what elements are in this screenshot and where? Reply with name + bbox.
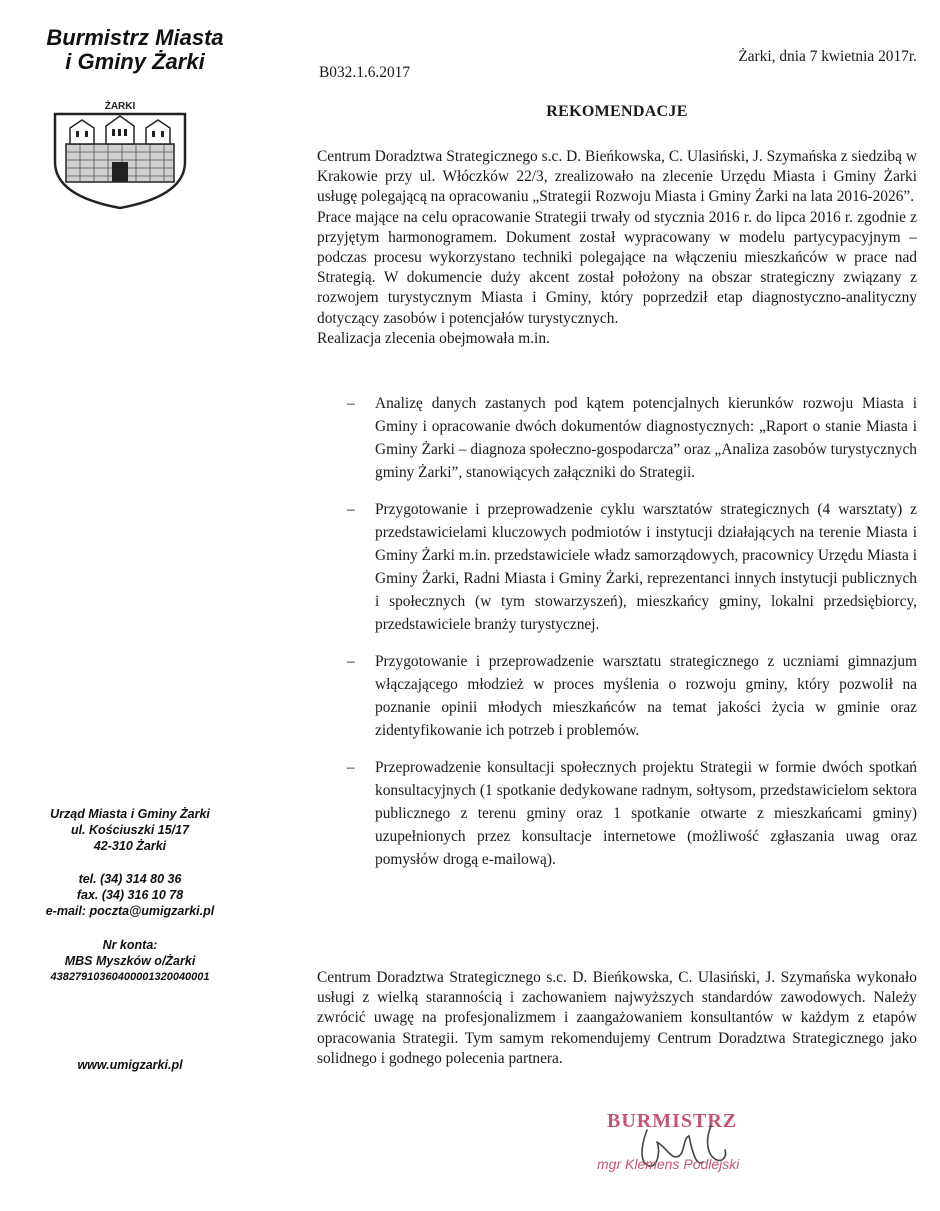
stamp-title: BURMISTRZ — [607, 1110, 738, 1132]
stamp-name: mgr Klemens Podlejski — [597, 1156, 740, 1172]
account-label: Nr konta: — [102, 938, 158, 952]
bullet-dash: – — [347, 501, 355, 518]
office-postal: 42-310 Żarki — [93, 839, 167, 853]
office-website — [10, 1057, 250, 1073]
office-name: Urząd Miasta i Gminy Żarki — [50, 807, 210, 821]
letterhead-sidebar — [0, 0, 270, 1211]
place-and-date: Żarki, dnia 7 kwietnia 2017r. — [738, 48, 917, 65]
website-text: www.umigzarki.pl — [77, 1058, 183, 1072]
paragraph-3: Realizacja zlecenia obejmowała m.in. — [317, 329, 550, 347]
authority-line-2: i Gminy Żarki — [65, 49, 205, 74]
bullet-dash: – — [347, 759, 355, 776]
office-fax: fax. (34) 316 10 78 — [76, 888, 184, 902]
list-item-text: Przygotowanie i przeprowadzenie warsztatu strategicznego z uczniami gimnazjum włączającego młodzież w proces myślenia o rozwoju gminy, który pozwolił na poznanie opinii młodych mieszkańców na temat jakości życia w gminie oraz zidentyfikowanie ich potrzeb i problemów. — [375, 653, 917, 739]
list-item — [347, 756, 917, 871]
office-street: ul. Kościuszki 15/17 — [70, 823, 190, 837]
document-title: REKOMENDACJE — [546, 103, 688, 120]
scope-list — [347, 392, 917, 885]
office-address — [10, 806, 250, 854]
list-item — [347, 650, 917, 742]
bank-name: MBS Myszków o/Żarki — [64, 954, 196, 968]
bullet-dash: – — [347, 653, 355, 670]
bullet-dash: – — [347, 395, 355, 412]
letter-body — [317, 0, 917, 1211]
paragraph-1: Centrum Doradztwa Strategicznego s.c. D. Bieńkowska, C. Ulasiński, J. Szymańska z siedzibą w Krakowie przy ul. Włóczków 22/3, zrealizowało na zlecenie Urzędu Miasta i Gminy Żarki usługę polegającą na opracowaniu „Strategii Rozwoju Miasta i Gminy Żarki na lata 2016-2026”. — [317, 148, 917, 206]
list-item-text: Przeprowadzenie konsultacji społecznych projektu Strategii w formie dwóch spotkań konsultacyjnych (1 spotkanie dedykowane radnym, sołtysom, przedstawicielom sektora publicznego z terenu gminy oraz 1 spotkanie otwarte z mieszkańcami gminy) uzupełnionych przez konsultacje internetowe (możliwość zgłaszania uwag oraz pomysłów drogą e-mailową). — [375, 759, 917, 868]
town-coat-of-arms-icon — [50, 100, 190, 210]
list-item-text: Analizę danych zastanych pod kątem potencjalnych kierunków rozwoju Miasta i Gminy i opracowanie dwóch dokumentów diagnostycznych: „Raport o stanie Miasta i Gminy Żarki – diagnoza społeczno-gospodarcza” oraz „Analiza zasobów turystycznych gminy Żarki”, stanowiących załączniki do Strategii. — [375, 395, 917, 481]
paragraph-2: Prace mające na celu opracowanie Strategii trwały od stycznia 2016 r. do lipca 2016 r. zgodnie z przyjętym harmonogramem. Dokument został wypracowany w modelu partycypacyjnym – podczas procesu wykorzystano techniki polegające na włączeniu mieszkańców w prace nad Strategią. W dokumencie duży akcent został położony na obszar strategiczny związany z rozwojem turystycznym Miasta i Gminy, który poprzedził etap diagnostyczno-analityczny dotyczący zasobów i potencjałów turystycznych. — [317, 208, 917, 327]
closing-paragraph: Centrum Doradztwa Strategicznego s.c. D. Bieńkowska, C. Ulasiński, J. Szymańska wykonało usługi z wielką starannością i zachowaniem najwyższych standardów zawodowych. Należy zwrócić uwagę na profesjonalizmem i zaangażowaniem konsultantów w każdym z etapów opracowania Strategii. Tym samym rekomendujemy Centrum Doradztwa Strategicznego jako solidnego i godnego polecenia partnera. — [317, 969, 917, 1067]
account-number: 43827910360400001320040001 — [50, 971, 210, 983]
crest-label: ŻARKI — [104, 101, 136, 112]
office-phone: tel. (34) 314 80 36 — [78, 872, 182, 886]
authority-line-1: Burmistrz Miasta — [46, 25, 224, 50]
list-item — [347, 498, 917, 636]
list-item — [347, 392, 917, 484]
issuing-authority — [20, 26, 250, 74]
office-contact — [10, 871, 250, 919]
bank-details — [10, 937, 250, 985]
intro-paragraphs — [317, 147, 917, 349]
reference-number: B032.1.6.2017 — [319, 64, 411, 81]
signature-stamp — [597, 1098, 807, 1188]
list-item-text: Przygotowanie i przeprowadzenie cyklu warsztatów strategicznych (4 warsztaty) z przedstawicielami kluczowych podmiotów i instytucji działających na terenie Miasta i Gminy Żarki m.in. przedstawiciele władz samorządowych, pracownicy Urzędu Miasta i Gminy Żarki, Radni Miasta i Gminy Żarki, reprezentanci innych instytucji publicznych i społecznych (w tym stowarzyszeń), mieszkańcy gminy, lokalni przedsiębiorcy, przedstawiciele branży turystycznej. — [375, 501, 917, 633]
office-email: e-mail: poczta@umigzarki.pl — [45, 904, 215, 918]
